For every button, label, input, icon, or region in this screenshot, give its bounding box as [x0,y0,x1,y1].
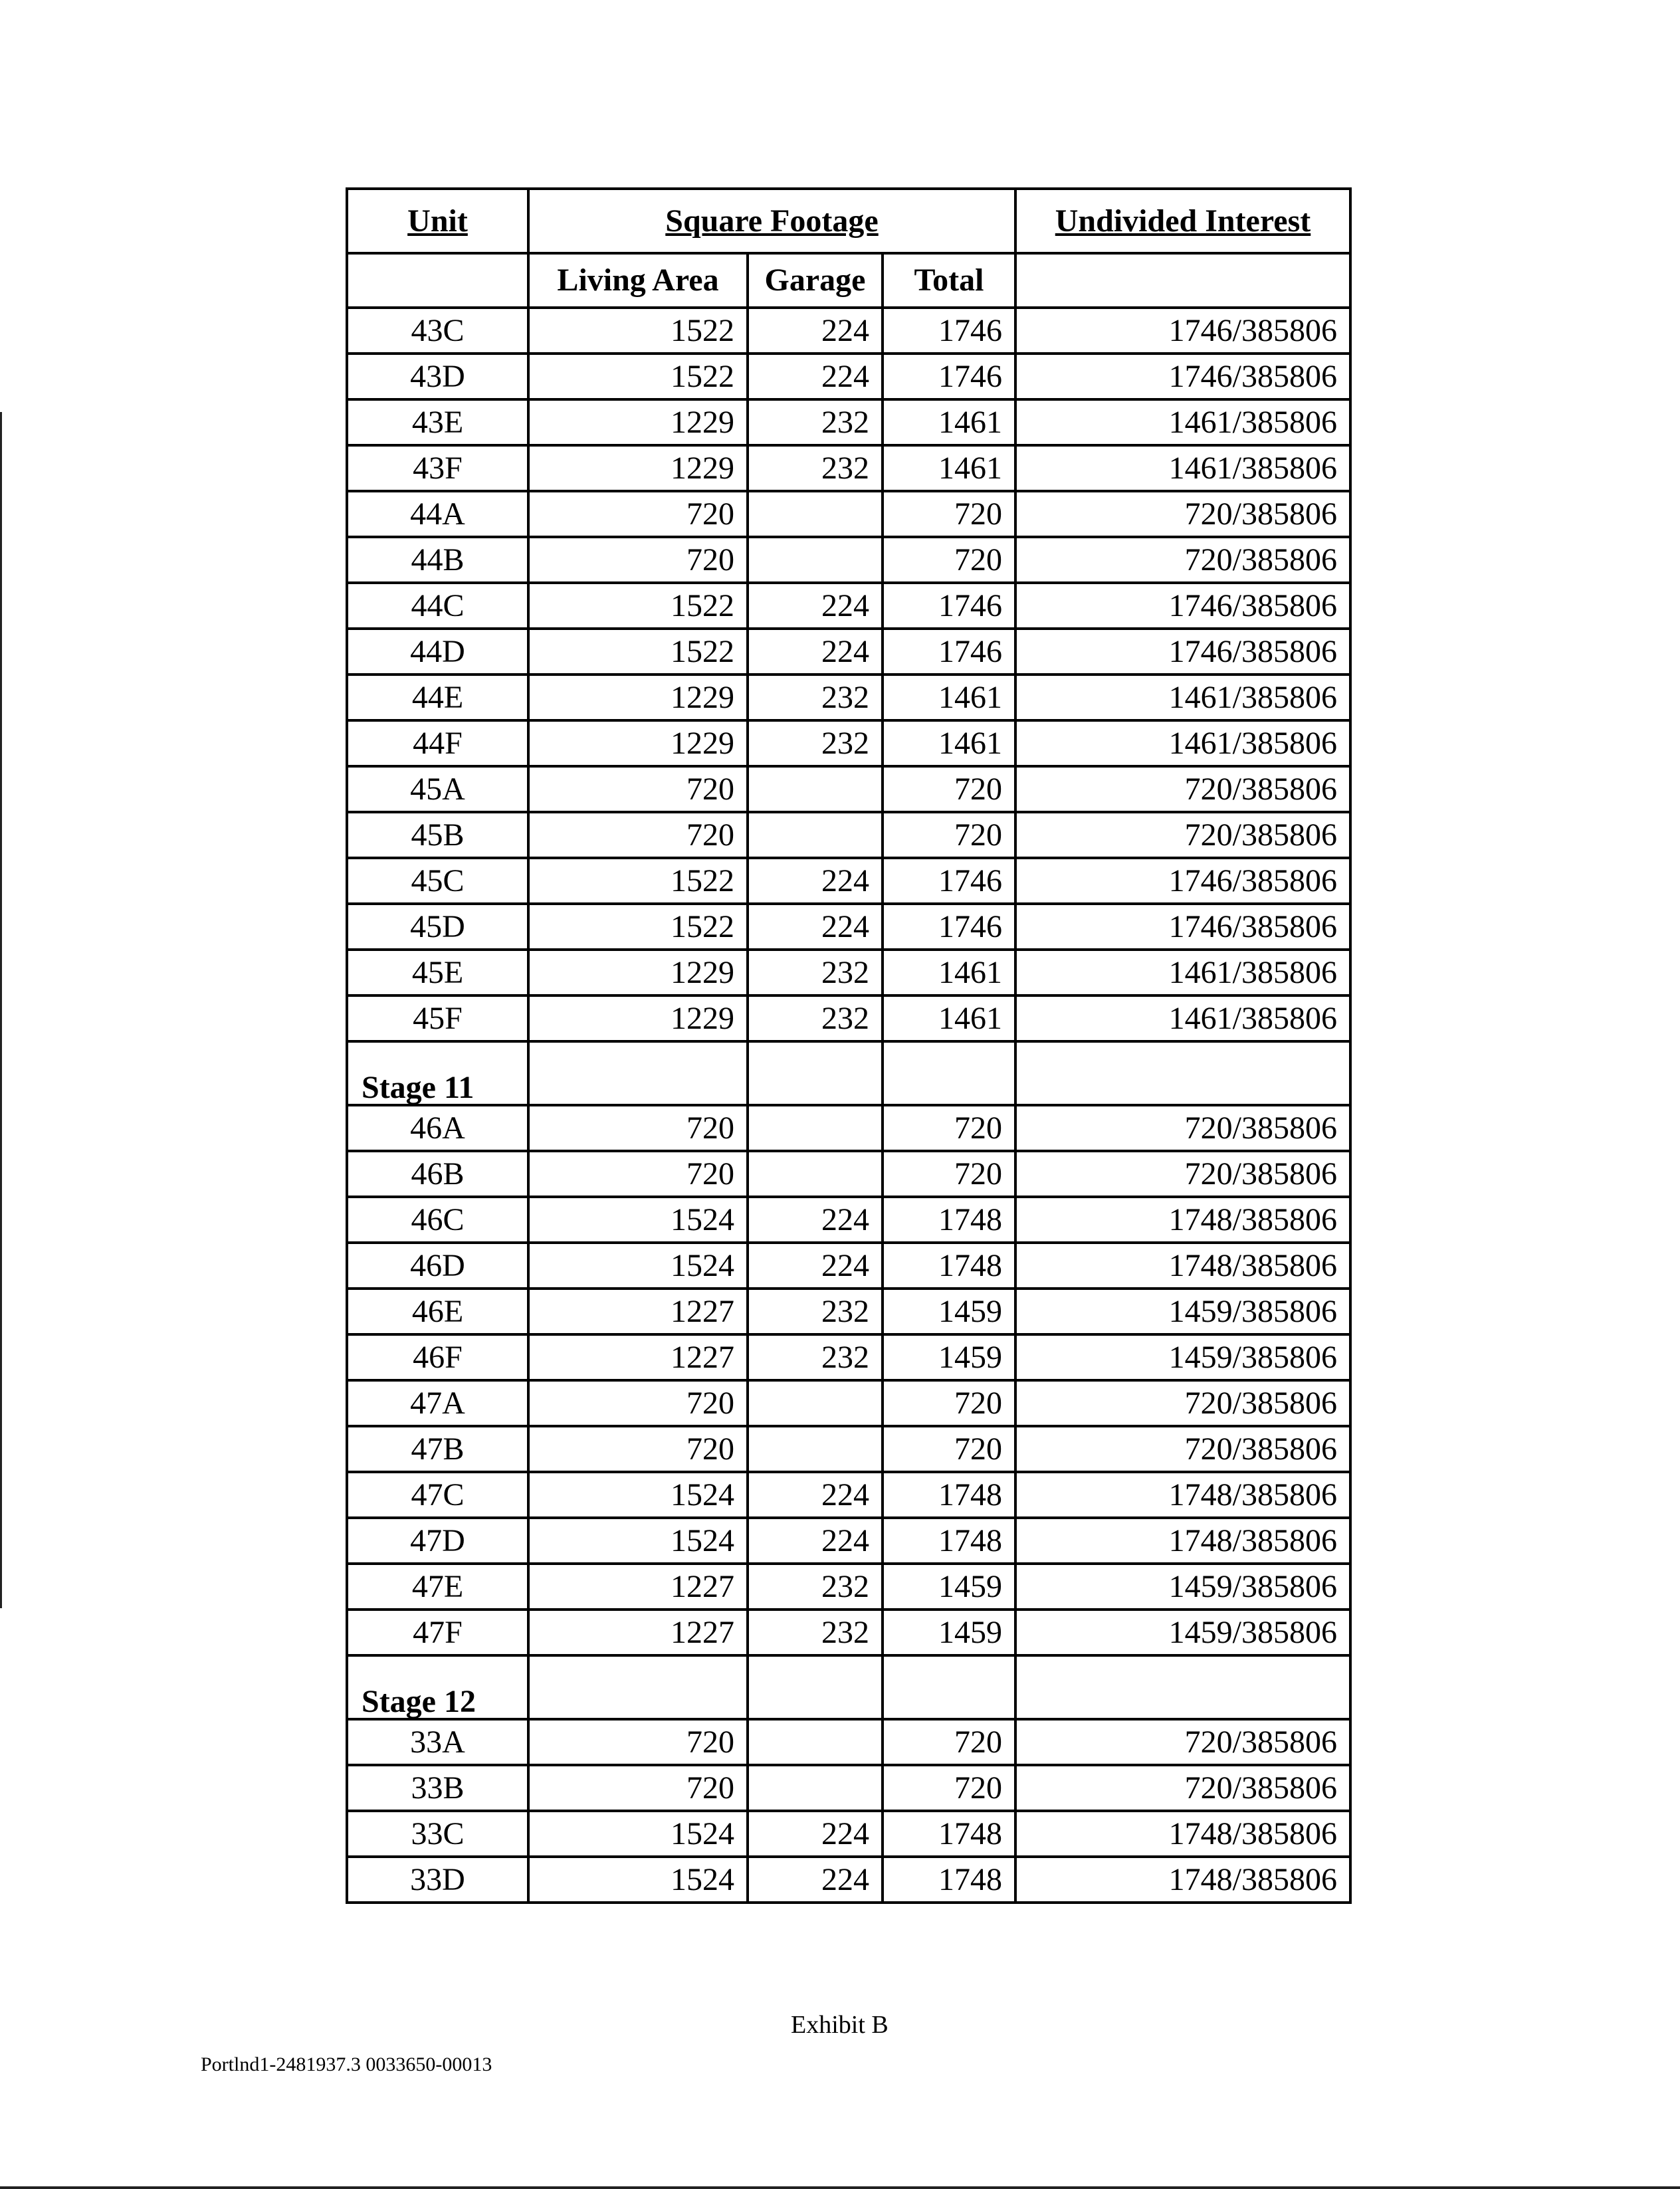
undivided-interest-cell: 1461/385806 [1015,995,1350,1041]
garage-cell: 232 [748,995,883,1041]
total-cell: 720 [883,1765,1015,1811]
undivided-interest-cell: 1746/385806 [1015,904,1350,950]
garage-cell: 224 [748,354,883,399]
stage-row [347,1041,1350,1105]
garage-cell: 224 [748,308,883,354]
garage-cell [748,537,883,583]
unit-cell: 46D [347,1243,528,1289]
unit-cell: 46C [347,1197,528,1243]
undivided-interest-cell: 1746/385806 [1015,583,1350,629]
total-cell: 1461 [883,445,1015,491]
unit-cell: 43E [347,399,528,445]
unit-cell: 46B [347,1151,528,1197]
living-area-cell: 1524 [528,1197,748,1243]
total-cell: 1746 [883,629,1015,675]
total-cell: 1459 [883,1334,1015,1380]
living-area-cell: 1524 [528,1243,748,1289]
table-row [347,1105,1350,1151]
undivided-interest-cell: 720/385806 [1015,1380,1350,1426]
garage-cell: 232 [748,445,883,491]
total-cell: 1748 [883,1243,1015,1289]
garage-cell [748,1719,883,1765]
table-row [347,1564,1350,1610]
undivided-interest-cell: 1459/385806 [1015,1564,1350,1610]
unit-cell: 47D [347,1518,528,1564]
living-area-cell: 720 [528,491,748,537]
living-area-cell: 1522 [528,354,748,399]
undivided-interest-cell: 1461/385806 [1015,950,1350,995]
unit-cell: 45F [347,995,528,1041]
total-cell: 1461 [883,399,1015,445]
table-row [347,308,1350,354]
total-cell: 1748 [883,1472,1015,1518]
unit-cell: 45A [347,766,528,812]
total-cell: 1746 [883,354,1015,399]
table-row [347,812,1350,858]
living-area-cell: 720 [528,1105,748,1151]
stage-living-blank [528,1655,748,1719]
table-row [347,1472,1350,1518]
table-row [347,491,1350,537]
unit-cell: 46F [347,1334,528,1380]
table-row [347,1151,1350,1197]
table-row [347,995,1350,1041]
garage-cell [748,491,883,537]
total-cell: 1461 [883,720,1015,766]
living-area-cell: 1229 [528,399,748,445]
unit-cell: 43C [347,308,528,354]
living-area-cell: 1522 [528,583,748,629]
living-area-cell: 720 [528,1426,748,1472]
unit-square-footage-table [346,187,1352,1904]
unit-cell: 45D [347,904,528,950]
unit-cell: 46E [347,1289,528,1334]
total-cell: 1746 [883,583,1015,629]
garage-cell: 224 [748,629,883,675]
total-cell: 720 [883,1380,1015,1426]
total-cell: 1459 [883,1289,1015,1334]
garage-cell: 232 [748,1610,883,1655]
stage-total-blank [883,1655,1015,1719]
garage-cell: 232 [748,1289,883,1334]
table-row [347,858,1350,904]
table-row [347,1518,1350,1564]
table-row [347,766,1350,812]
unit-cell: 44A [347,491,528,537]
table-row [347,583,1350,629]
undivided-interest-cell: 1748/385806 [1015,1518,1350,1564]
living-area-cell: 720 [528,812,748,858]
unit-cell: 45C [347,858,528,904]
garage-cell [748,1426,883,1472]
garage-cell [748,1380,883,1426]
stage-living-blank [528,1041,748,1105]
table-body [347,308,1350,1903]
undivided-interest-cell: 1461/385806 [1015,399,1350,445]
undivided-interest-cell: 720/385806 [1015,1105,1350,1151]
unit-cell: 44E [347,675,528,720]
unit-cell: 47E [347,1564,528,1610]
unit-cell: 33D [347,1857,528,1903]
table-row [347,1426,1350,1472]
garage-cell [748,812,883,858]
table-row [347,720,1350,766]
garage-cell: 232 [748,1334,883,1380]
table-row [347,1765,1350,1811]
table-row [347,629,1350,675]
unit-header: Unit [347,189,528,253]
living-area-cell: 1524 [528,1472,748,1518]
stage-garage-blank [748,1655,883,1719]
living-area-cell: 1229 [528,675,748,720]
unit-cell: 33A [347,1719,528,1765]
undivided-interest-cell: 1748/385806 [1015,1472,1350,1518]
undivided-interest-cell: 1746/385806 [1015,308,1350,354]
table-row [347,1857,1350,1903]
total-cell: 720 [883,812,1015,858]
stage-garage-blank [748,1041,883,1105]
undivided-interest-cell: 1748/385806 [1015,1197,1350,1243]
garage-cell: 224 [748,858,883,904]
total-cell: 1748 [883,1518,1015,1564]
unit-cell: 47C [347,1472,528,1518]
table-row [347,354,1350,399]
living-area-cell: 720 [528,1380,748,1426]
garage-cell: 224 [748,1811,883,1857]
total-cell: 720 [883,491,1015,537]
total-cell: 720 [883,766,1015,812]
unit-subheader-blank [347,253,528,308]
living-area-cell: 1229 [528,445,748,491]
undivided-interest-cell: 1459/385806 [1015,1334,1350,1380]
exhibit-label: Exhibit B [791,2011,889,2039]
garage-cell [748,1105,883,1151]
undivided-interest-cell: 1461/385806 [1015,675,1350,720]
living-area-cell: 1227 [528,1564,748,1610]
total-cell: 720 [883,537,1015,583]
square-footage-header: Square Footage [528,189,1015,253]
unit-cell: 47F [347,1610,528,1655]
undivided-interest-cell: 720/385806 [1015,1765,1350,1811]
garage-header: Garage [748,253,883,308]
stage-label: Stage 12 [347,1655,528,1719]
unit-cell: 44B [347,537,528,583]
living-area-cell: 720 [528,1719,748,1765]
table-row [347,1243,1350,1289]
total-cell: 1461 [883,995,1015,1041]
garage-cell: 232 [748,950,883,995]
garage-cell: 224 [748,1472,883,1518]
table-row [347,1197,1350,1243]
unit-cell: 45B [347,812,528,858]
total-cell: 720 [883,1105,1015,1151]
total-cell: 1748 [883,1197,1015,1243]
total-cell: 1461 [883,675,1015,720]
unit-cell: 47A [347,1380,528,1426]
living-area-cell: 1227 [528,1334,748,1380]
table-row [347,1289,1350,1334]
table-row [347,950,1350,995]
table-row [347,1380,1350,1426]
total-cell: 1461 [883,950,1015,995]
garage-cell [748,1765,883,1811]
undivided-interest-cell: 720/385806 [1015,766,1350,812]
garage-cell: 232 [748,1564,883,1610]
undivided-interest-cell: 1746/385806 [1015,629,1350,675]
table-row [347,399,1350,445]
total-cell: 720 [883,1719,1015,1765]
garage-cell: 224 [748,1243,883,1289]
document-code: Portlnd1-2481937.3 0033650-00013 [201,2053,492,2075]
living-area-cell: 1522 [528,858,748,904]
living-area-header: Living Area [528,253,748,308]
undivided-interest-cell: 1461/385806 [1015,720,1350,766]
unit-cell: 43F [347,445,528,491]
undivided-interest-cell: 1459/385806 [1015,1610,1350,1655]
living-area-cell: 1522 [528,629,748,675]
total-cell: 1748 [883,1857,1015,1903]
unit-cell: 33B [347,1765,528,1811]
undivided-interest-cell: 720/385806 [1015,1426,1350,1472]
total-cell: 1459 [883,1564,1015,1610]
table-row [347,1610,1350,1655]
garage-cell: 232 [748,399,883,445]
unit-cell: 47B [347,1426,528,1472]
stage-total-blank [883,1041,1015,1105]
undivided-interest-cell: 720/385806 [1015,491,1350,537]
unit-cell: 44F [347,720,528,766]
living-area-cell: 720 [528,1151,748,1197]
garage-cell: 224 [748,583,883,629]
undivided-interest-cell: 720/385806 [1015,1719,1350,1765]
total-cell: 1746 [883,904,1015,950]
garage-cell: 232 [748,675,883,720]
living-area-cell: 720 [528,537,748,583]
table-row [347,1719,1350,1765]
undivided-interest-cell: 1746/385806 [1015,858,1350,904]
total-cell: 1746 [883,308,1015,354]
table-row [347,445,1350,491]
undivided-interest-cell: 1748/385806 [1015,1243,1350,1289]
living-area-cell: 1227 [528,1610,748,1655]
undivided-interest-cell: 1461/385806 [1015,445,1350,491]
living-area-cell: 1522 [528,904,748,950]
stage-row [347,1655,1350,1719]
unit-cell: 44D [347,629,528,675]
scan-bottom-edge [0,2186,1680,2189]
living-area-cell: 1229 [528,950,748,995]
garage-cell [748,1151,883,1197]
table-row [347,904,1350,950]
living-area-cell: 1524 [528,1518,748,1564]
living-area-cell: 1229 [528,720,748,766]
living-area-cell: 1524 [528,1857,748,1903]
undivided-interest-cell: 720/385806 [1015,812,1350,858]
garage-cell: 224 [748,904,883,950]
total-cell: 1746 [883,858,1015,904]
interest-subheader-blank [1015,253,1350,308]
total-cell: 720 [883,1426,1015,1472]
total-cell: 1459 [883,1610,1015,1655]
stage-interest-blank [1015,1655,1350,1719]
living-area-cell: 1522 [528,308,748,354]
unit-cell: 46A [347,1105,528,1151]
stage-interest-blank [1015,1041,1350,1105]
total-cell: 720 [883,1151,1015,1197]
garage-cell: 224 [748,1197,883,1243]
unit-cell: 45E [347,950,528,995]
undivided-interest-cell: 1746/385806 [1015,354,1350,399]
undivided-interest-cell: 720/385806 [1015,537,1350,583]
table-header-row-primary [347,189,1350,253]
total-header: Total [883,253,1015,308]
undivided-interest-cell: 1748/385806 [1015,1857,1350,1903]
table-row [347,1334,1350,1380]
unit-cell: 43D [347,354,528,399]
living-area-cell: 720 [528,766,748,812]
unit-cell: 33C [347,1811,528,1857]
undivided-interest-header: Undivided Interest [1015,189,1350,253]
total-cell: 1748 [883,1811,1015,1857]
table-header-row-secondary [347,253,1350,308]
living-area-cell: 1229 [528,995,748,1041]
undivided-interest-cell: 1459/385806 [1015,1289,1350,1334]
garage-cell: 224 [748,1518,883,1564]
stage-label: Stage 11 [347,1041,528,1105]
living-area-cell: 720 [528,1765,748,1811]
table-row [347,675,1350,720]
living-area-cell: 1227 [528,1289,748,1334]
undivided-interest-cell: 720/385806 [1015,1151,1350,1197]
scan-left-edge [0,412,2,1608]
garage-cell [748,766,883,812]
table-row [347,537,1350,583]
unit-cell: 44C [347,583,528,629]
garage-cell: 232 [748,720,883,766]
garage-cell: 224 [748,1857,883,1903]
table-row [347,1811,1350,1857]
undivided-interest-cell: 1748/385806 [1015,1811,1350,1857]
living-area-cell: 1524 [528,1811,748,1857]
